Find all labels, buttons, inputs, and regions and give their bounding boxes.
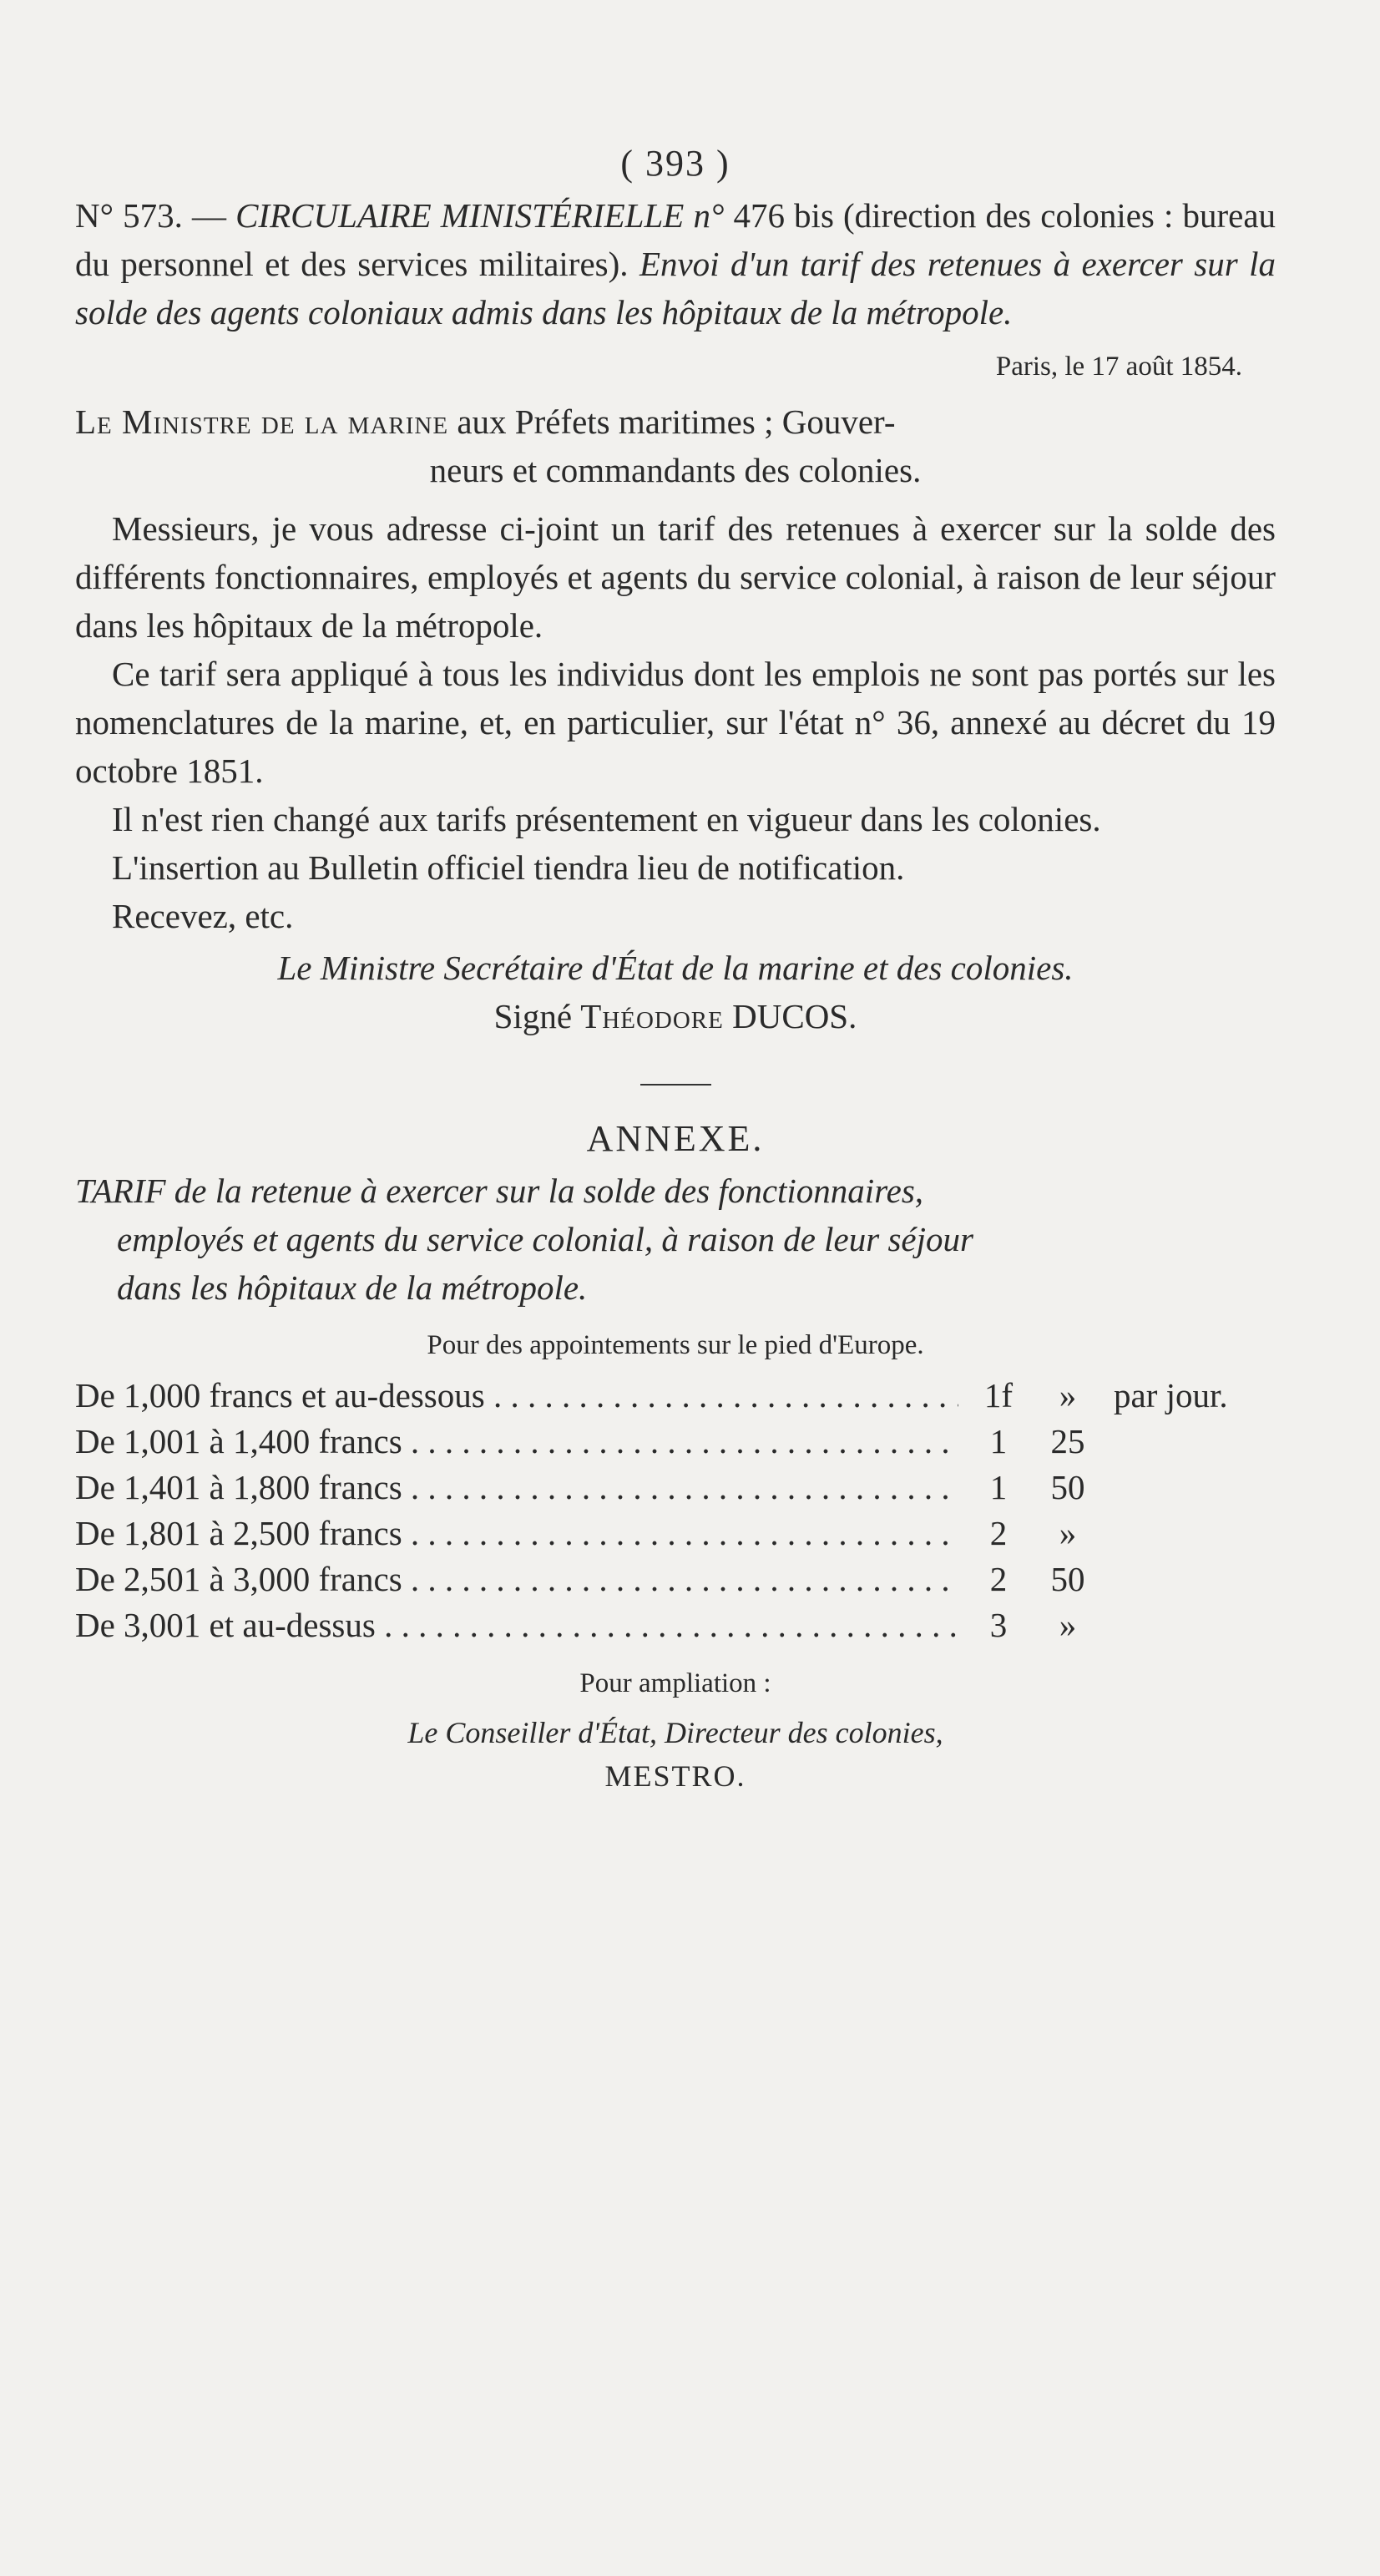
tarif-row-cents: » xyxy=(1059,1606,1077,1644)
tarif-row-amount: 2 xyxy=(989,1514,1008,1552)
tarif-row xyxy=(75,1465,1276,1511)
circular-heading xyxy=(75,191,1276,337)
address-from: Le Ministre de la marine xyxy=(75,402,449,441)
tarif-row-cents: 50 xyxy=(1050,1468,1085,1506)
tarif-row-label: De 1,000 francs et au-dessous . . . xyxy=(75,1373,958,1419)
tarif-row-label: De 1,401 à 1,800 francs . . . xyxy=(75,1465,958,1511)
tarif-row-amount: 1f xyxy=(983,1376,1014,1415)
tarif-row-label: De 2,501 à 3,000 francs . . . xyxy=(75,1556,958,1602)
signature-firstname: Théodore xyxy=(580,997,724,1035)
tarif-row-cents: » xyxy=(1059,1376,1077,1415)
tarif-row xyxy=(75,1602,1276,1648)
signature-signed: Signé xyxy=(493,997,573,1035)
signature-surname: DUCOS. xyxy=(732,997,857,1035)
tarif-row-cents: » xyxy=(1059,1514,1077,1552)
tarif-row xyxy=(75,1556,1276,1602)
tarif-label: TARIF xyxy=(75,1172,166,1210)
body-paragraph-3: Il n'est rien changé aux tarifs présentement en vigueur dans les colonies. xyxy=(112,800,1101,838)
ampliation-role: Le Conseiller d'État, Directeur des colonies, xyxy=(407,1716,943,1749)
page-number: ( 393 ) xyxy=(620,143,730,184)
tarif-table xyxy=(75,1373,1276,1648)
circular-direction: (direction des colonies : bureau du personnel et des services militaires). xyxy=(75,196,1276,283)
body-paragraph-1: Messieurs, je vous adresse ci-joint un tarif des retenues à exercer sur la solde des différents fonctionnaires, employés et agents du service colonial, à raison de leur séjour dans les hôpitaux de la métropole. xyxy=(75,509,1276,645)
date-line: Paris, le 17 août 1854. xyxy=(995,352,1242,382)
signature-role: Le Ministre Secrétaire d'État de la marine et des colonies. xyxy=(277,949,1074,987)
circular-ref: 476 bis xyxy=(733,196,834,235)
tarif-row-amount: 1 xyxy=(989,1468,1008,1506)
annex-title: ANNEXE. xyxy=(586,1118,765,1159)
address-block xyxy=(75,397,1276,494)
circular-no: n° xyxy=(693,196,725,235)
ampliation-name: MESTRO. xyxy=(604,1759,746,1793)
tarif-row-suffix: par jour. xyxy=(1114,1376,1228,1415)
tarif-row xyxy=(75,1419,1276,1465)
tarif-row-label: De 1,001 à 1,400 francs . . . xyxy=(75,1419,958,1465)
address-to-line1: aux Préfets maritimes ; Gouver- xyxy=(457,402,896,441)
tarif-row-amount: 3 xyxy=(989,1606,1008,1644)
body-paragraph-4: L'insertion au Bulletin officiel tiendra lieu de notification. xyxy=(112,848,905,887)
tarif-row-cents: 50 xyxy=(1050,1560,1085,1598)
divider-rule xyxy=(640,1084,711,1086)
tarif-row-label: De 1,801 à 2,500 francs . . . xyxy=(75,1511,958,1556)
body-paragraph-5: Recevez, etc. xyxy=(112,897,294,935)
tarif-row-amount: 2 xyxy=(989,1560,1008,1598)
tarif-row-label: De 3,001 et au-dessus . . . xyxy=(75,1602,958,1648)
circular-subject: Envoi d'un tarif des retenues à exercer sur la solde des agents coloniaux admis dans les hôpitaux de la métropole. xyxy=(75,245,1276,331)
circular-title: CIRCULAIRE MINISTÉRIELLE xyxy=(235,196,685,235)
address-to-line2: neurs et commandants des colonies. xyxy=(429,451,922,489)
circular-number: N° 573. — xyxy=(75,196,226,235)
tarif-row xyxy=(75,1373,1276,1419)
tarif-row xyxy=(75,1511,1276,1556)
ampliation-label: Pour ampliation : xyxy=(579,1668,771,1698)
tarif-basis: Pour des appointements sur le pied d'Europe. xyxy=(427,1330,924,1360)
tarif-title xyxy=(75,1167,1276,1312)
signature-line xyxy=(75,992,1276,1040)
tarif-line2: employés et agents du service colonial, à raison de leur séjour xyxy=(117,1220,973,1258)
tarif-row-cents: 25 xyxy=(1050,1422,1085,1460)
tarif-line1: de la retenue à exercer sur la solde des fonctionnaires, xyxy=(174,1172,924,1210)
tarif-line3: dans les hôpitaux de la métropole. xyxy=(117,1268,588,1307)
tarif-row-amount: 1 xyxy=(989,1422,1008,1460)
body-paragraph-2: Ce tarif sera appliqué à tous les individus dont les emplois ne sont pas portés sur les nomenclatures de la marine, et, en particulier, sur l'état n° 36, annexé au décret du 19 octobre 1851. xyxy=(75,655,1276,790)
